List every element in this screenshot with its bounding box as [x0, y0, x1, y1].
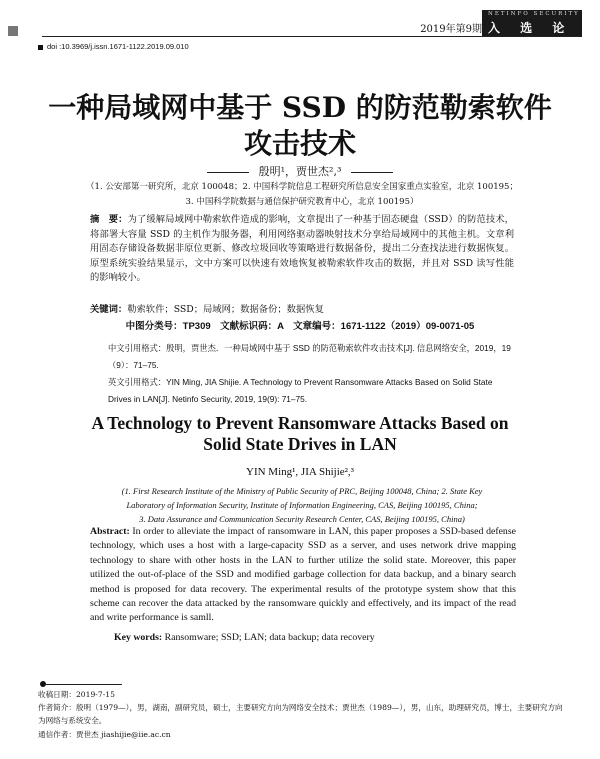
title-cn-line1: 一种局域网中基于 SSD 的防范勒索软件	[48, 91, 552, 124]
footnote-contact: 通信作者：贾世杰 jiashijie@iie.ac.cn	[38, 730, 171, 739]
abstract-en-text: In order to alleviate the impact of ransomware in LAN, this paper proposes a SSD-based defense technology, which uses a host with a large-capacity SSD as a server, and uses network drive mapping technology to share with other hosts in the LAN to further utilize the solid state. Moreover, this paper utilized the out-of-place of the SSD and modified garbage collection for data backup, and a binary search method is proposed for data recovery. The experimental results of the prototype system show that this scheme can recover the data attacked by the ransomware quickly and effectively, and its impact of the read and write performance is samll.	[90, 526, 516, 624]
page-gutter-mark	[8, 26, 18, 36]
keywords-en-text: Ransomware; SSD; LAN; data backup; data recovery	[164, 632, 375, 643]
abstract-cn	[90, 213, 514, 286]
footnote-rule	[44, 684, 122, 685]
citation-en: 英文引用格式：YIN Ming, JIA Shijie. A Technology to Prevent Ransomware Attacks Based on Solid State Drives in LAN[J]. Netinfo Security, 2019, 19(9): 71–75.	[108, 377, 493, 404]
journal-brand-small: NETINFO SECURITY	[488, 11, 580, 17]
keywords-cn	[90, 301, 514, 315]
section-label: 入 选 论 文	[488, 21, 573, 52]
affiliation-cn	[60, 180, 544, 210]
abstract-cn-text: 为了缓解局域网中勒索软件造成的影响，文章提出了一种基于固态硬盘（SSD）的防范技术，将部署大容量 SSD 的主机作为服务器，利用网络驱动器映射技术分享给局域网中的其他主机。文章利用固态存储设备数据非原位更新、修改垃圾回收等策略进行数据备份，提出二分查找法进行数据恢复。原型系统实验结果显示，文中方案可以快速有效地恢复被勒索软件攻击的数据，并且对 SSD 读写性能的影响较小。	[90, 214, 514, 283]
abstract-en	[90, 525, 516, 626]
footnote-received: 收稿日期：2019-7-15	[38, 690, 115, 699]
affiliation-cn-line2: 3. 中国科学院数据与通信保护研究教育中心，北京 100195）	[185, 197, 419, 207]
keywords-cn-label: 关键词：	[90, 304, 128, 315]
keywords-cn-text: 勒索软件；SSD；局域网；数据备份；数据恢复	[127, 304, 324, 315]
affiliation-cn-line1: （1. 公安部第一研究所，北京 100048；2. 中国科学院信息工程研究所信息安全国家重点实验室，北京 100195；	[86, 182, 518, 192]
footnote-authors-info: 作者简介：殷明（1979—），男，湖南，副研究员，硕士，主要研究方向为网络安全技术；贾世杰（1989—），男，山东，助理研究员，博士，主要研究方向为网络与系统安全。	[38, 703, 563, 725]
authors-cn	[0, 163, 600, 179]
authors-en: YIN Ming¹, JIA Shijie²,³	[246, 466, 354, 478]
citation-block	[108, 340, 512, 408]
header-rule	[42, 36, 582, 37]
authors-cn-text: 殷明¹，贾世杰²,³	[258, 165, 342, 178]
classification-line: 中图分类号：TP309 文献标识码：A 文章编号：1671-1122（2019）09-0071-05	[125, 321, 475, 332]
keywords-en	[114, 632, 514, 643]
doi-line	[38, 42, 189, 51]
keywords-en-label: Key words:	[114, 632, 163, 643]
journal-issue: 2019年第9期	[420, 24, 482, 35]
section-banner	[482, 10, 582, 52]
title-en-line2: Solid State Drives in LAN	[203, 434, 397, 454]
author-rule-right	[351, 172, 393, 173]
affiliation-en-line2: Laboratory of Information Security, Institute of Information Engineering, CAS, Beijing 100195, China;	[126, 500, 478, 510]
doi-text: doi :10.3969/j.issn.1671-1122.2019.09.010	[47, 42, 189, 51]
doi-bullet-icon	[38, 45, 43, 50]
title-en-line1: A Technology to Prevent Ransomware Attacks Based on	[91, 413, 509, 433]
title-cn-line2: 攻击技术	[243, 127, 356, 160]
affiliation-en-line3: 3. Data Assurance and Communication Security Research Center, CAS, Beijing 100195, China)	[139, 514, 465, 524]
author-rule-left	[207, 172, 249, 173]
abstract-en-label: Abstract:	[90, 526, 130, 537]
affiliation-en-line1: (1. First Research Institute of the Ministry of Public Security of PRC, Beijing 100048, China; 2. State Key	[121, 486, 483, 496]
abstract-cn-label: 摘 要：	[90, 214, 128, 225]
affiliation-en	[80, 484, 524, 526]
citation-cn: 中文引用格式：殷明，贾世杰．一种局域网中基于 SSD 的防范勒索软件攻击技术[J]. 信息网络安全，2019，19（9）：71–75.	[108, 343, 511, 370]
